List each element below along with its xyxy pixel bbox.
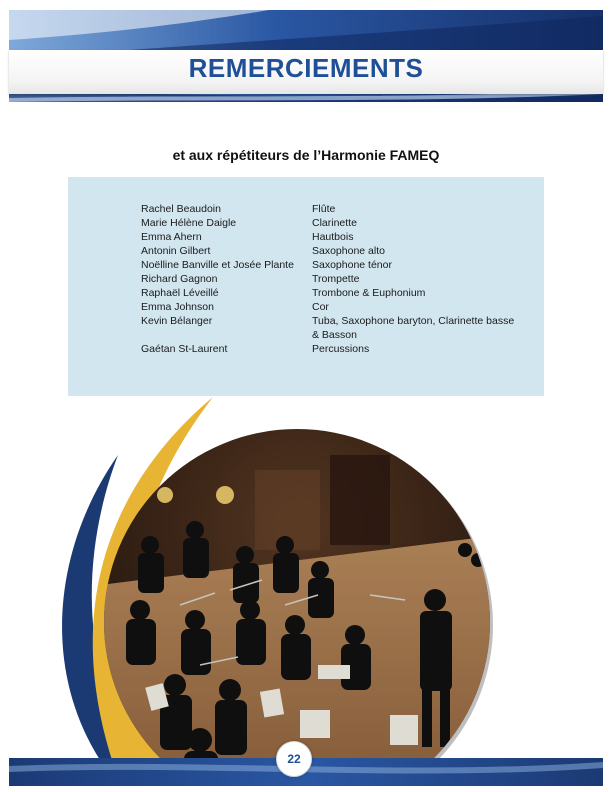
musician-instrument: Hautbois bbox=[312, 231, 354, 243]
musician-row bbox=[141, 216, 541, 230]
musician-row bbox=[141, 286, 541, 300]
musician-name: Kevin Bélanger bbox=[141, 315, 213, 327]
musician-row bbox=[141, 244, 541, 258]
musician-name: Rachel Beaudoin bbox=[141, 203, 221, 215]
musician-name: Richard Gagnon bbox=[141, 273, 218, 285]
musician-instrument: Trompette bbox=[312, 273, 360, 285]
musician-name: Antonin Gilbert bbox=[141, 245, 211, 257]
musician-instrument: Percussions bbox=[312, 343, 370, 355]
musician-instrument: Saxophone alto bbox=[312, 245, 385, 257]
musician-row bbox=[141, 328, 541, 342]
musician-row bbox=[141, 314, 541, 328]
musician-name bbox=[141, 328, 312, 342]
musician-instrument: Clarinette bbox=[312, 217, 357, 229]
section-subtitle: et aux répétiteurs de l’Harmonie FAMEQ bbox=[172, 147, 440, 163]
musician-row bbox=[141, 300, 541, 314]
musician-row bbox=[141, 272, 541, 286]
musician-instrument: Flûte bbox=[312, 203, 336, 215]
photo-area bbox=[0, 395, 612, 765]
musician-name: Gaétan St-Laurent bbox=[141, 343, 228, 355]
musician-instrument: Saxophone ténor bbox=[312, 259, 392, 271]
musician-name: Emma Johnson bbox=[141, 301, 214, 313]
musician-row bbox=[141, 258, 541, 272]
header-banner bbox=[9, 10, 603, 102]
page-title: REMERCIEMENTS bbox=[188, 53, 424, 83]
musician-instrument: Tuba, Saxophone baryton, Clarinette basse bbox=[312, 315, 515, 327]
musician-name: Emma Ahern bbox=[141, 231, 202, 243]
musician-instrument: & Basson bbox=[312, 329, 357, 341]
musician-name: Noëlline Banville et Josée Plante bbox=[141, 259, 294, 271]
musician-row bbox=[141, 202, 541, 216]
orchestra-photo-graphic bbox=[0, 395, 612, 765]
musician-row bbox=[141, 230, 541, 244]
musician-instrument: Cor bbox=[312, 301, 329, 313]
musician-name: Marie Hélène Daigle bbox=[141, 217, 237, 229]
musicians-list bbox=[141, 202, 541, 356]
page-number-badge: 22 bbox=[276, 741, 312, 777]
musician-instrument: Trombone & Euphonium bbox=[312, 287, 426, 299]
musician-name: Raphaël Léveillé bbox=[141, 287, 219, 299]
musician-row bbox=[141, 342, 541, 356]
musicians-panel bbox=[68, 177, 544, 396]
